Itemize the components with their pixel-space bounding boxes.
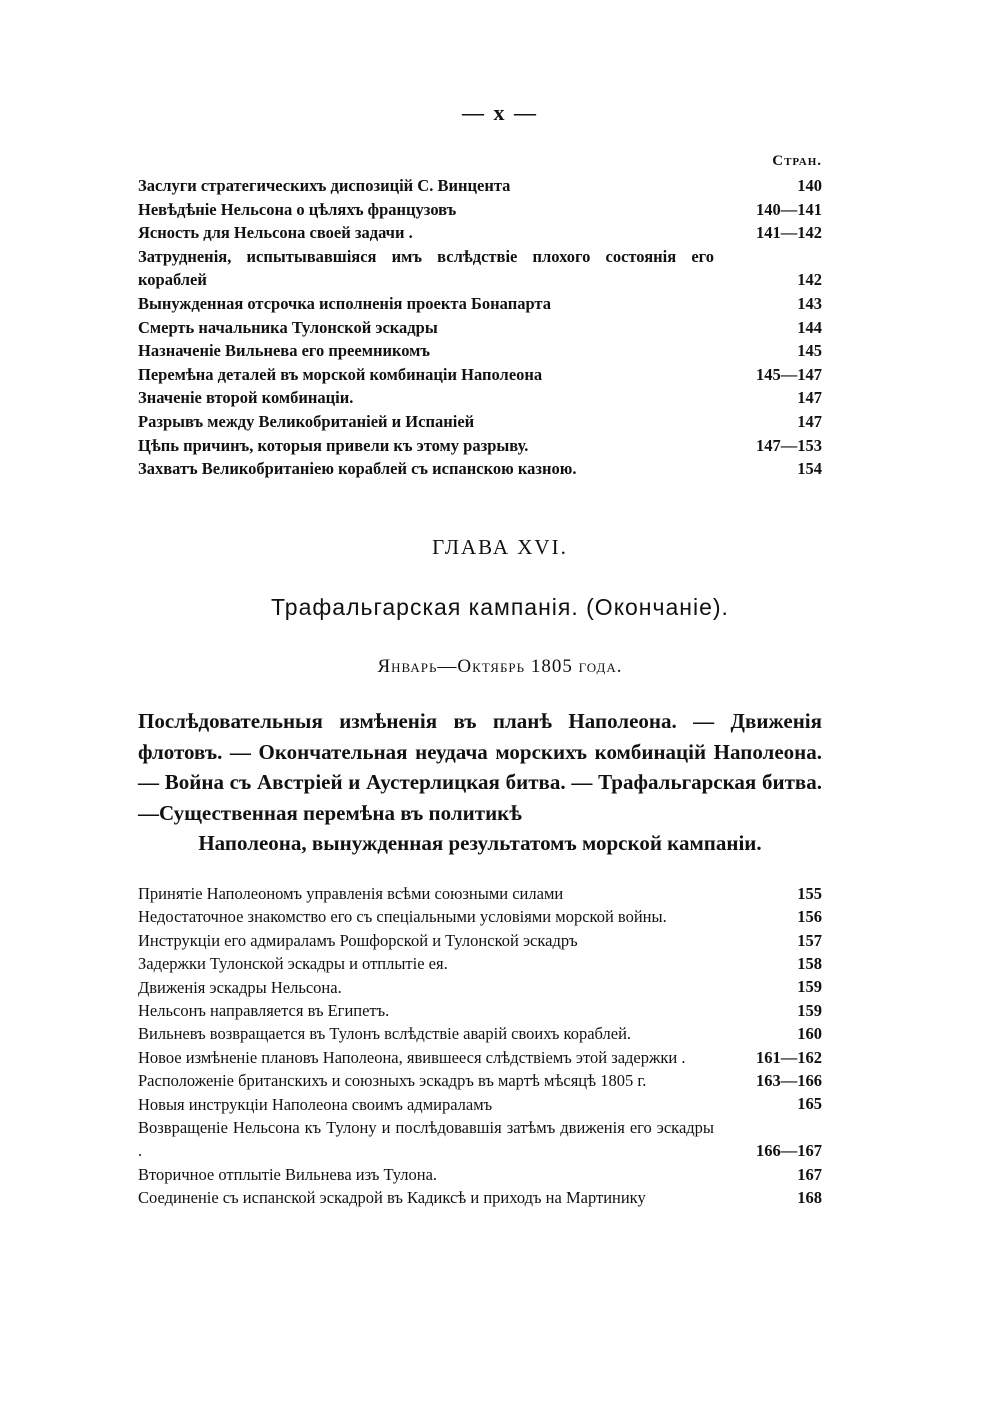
toc-entry-page: 161—162 — [756, 1047, 822, 1067]
toc-entry-page: 157 — [797, 930, 822, 950]
chapter-title: Трафальгарская кампанія. (Окончаніе). — [271, 594, 729, 620]
toc-entry — [138, 999, 822, 1022]
chapter-summary-text: Послѣдовательныя измѣненія въ планѣ Наполеона. — Движенія флотовъ. — Окончательная неудача морскихъ комбинацій Наполеона. — Война съ Австріей и Аустерлицкая битва. — Трафальгарская битва.—Существенная перемѣна въ политикѣ — [138, 709, 822, 825]
chapter-heading: ГЛАВА XVI. — [432, 535, 568, 559]
toc-entry — [138, 882, 822, 905]
toc-entry — [138, 198, 822, 222]
toc-entry-text: Вильневъ возвращается въ Тулонъ вслѣдствіе аварій своихъ кораблей. — [138, 1024, 632, 1044]
toc-entry-text: Вынужденная отсрочка исполненія проекта Бонапарта — [138, 293, 551, 313]
toc-entry-page: 168 — [797, 1188, 822, 1208]
toc-entry-text: Недостаточное знакомство его съ спеціальными условіями морской войны. — [138, 907, 667, 927]
toc-entry-text: Смерть начальника Тулонской эскадры — [138, 317, 438, 337]
toc-entry — [138, 316, 822, 340]
chapter-dates: Январь—Октябрь 1805 года. — [377, 656, 623, 677]
toc-entry-text: Новыя инструкціи Наполеона своимъ адмираламъ — [138, 1094, 493, 1114]
toc-entry — [138, 457, 822, 481]
toc-entry-page: 160 — [797, 1024, 822, 1044]
page-number: — x — — [462, 100, 538, 125]
toc-entry — [138, 1022, 822, 1045]
toc-entry-page: 147 — [797, 388, 822, 408]
toc-entry — [138, 245, 822, 292]
toc-entry — [138, 1069, 822, 1092]
toc-entry-text: Принятіе Наполеономъ управленія всѣми союзными силами — [138, 884, 564, 903]
toc-entry-text: Заслуги стратегическихъ диспозицій С. Винцента — [138, 176, 511, 195]
toc-entry-text: Разрывъ между Великобританіей и Испаніей — [138, 411, 475, 431]
toc-entry — [138, 1163, 822, 1186]
toc-entry-text: Захватъ Великобританіею кораблей съ испанскою казною. — [138, 459, 577, 479]
toc-entry-page: 156 — [797, 907, 822, 927]
toc-entry-text: Движенія эскадры Нельсона. — [138, 977, 342, 997]
toc-entry-text: Значеніе второй комбинаціи. — [138, 388, 354, 408]
toc-entry-page: 147 — [797, 411, 822, 431]
toc-entry — [138, 1116, 822, 1163]
toc-entry-page: 142 — [797, 270, 822, 290]
toc-entry — [138, 410, 822, 434]
toc-entry — [138, 1186, 822, 1209]
toc-entry-text: Вторичное отплытіе Вильнева изъ Тулона. — [138, 1164, 438, 1184]
toc-entry-text: Расположеніе британскихъ и союзныхъ эскадръ въ мартѣ мѣсяцѣ 1805 г. — [138, 1071, 647, 1091]
toc-entry — [138, 363, 822, 387]
toc-entry-text: Соединеніе съ испанской эскадрой въ Кадиксѣ и приходъ на Мартинику — [138, 1188, 646, 1208]
toc-entry-text: Возвращеніе Нельсона къ Тулону и послѣдовавшія затѣмъ движенія его эскадры . — [138, 1118, 714, 1161]
toc-entry-text: Затрудненія, испытывавшіяся имъ вслѣдствіе плохого состоянія его кораблей — [138, 246, 714, 290]
toc-entry — [138, 976, 822, 999]
toc-entry-text: Нельсонъ направляется въ Египетъ. — [138, 1001, 390, 1021]
toc-entry-text: Инструкціи его адмираламъ Рошфорской и Тулонской эскадръ — [138, 930, 578, 950]
chapter-summary-last-line: Наполеона, вынужденная результатомъ морской кампаніи. — [198, 831, 762, 855]
toc-entry-page: 166—167 — [756, 1141, 822, 1161]
toc-entry-page: 145—147 — [756, 364, 822, 384]
toc-entry-page: 159 — [797, 977, 822, 997]
toc-entry-page: 145 — [797, 341, 822, 361]
toc-entry-page: 140 — [797, 176, 822, 195]
toc-entry — [138, 221, 822, 245]
toc-entry-text: Назначеніе Вильнева его преемникомъ — [138, 341, 431, 361]
toc-entry — [138, 292, 822, 316]
toc-entry-text: Новое измѣненіе плановъ Наполеона, явившееся слѣдствіемъ этой задержки . — [138, 1047, 686, 1067]
toc-entry — [138, 952, 822, 975]
toc-entry-page: 163—166 — [756, 1071, 822, 1091]
toc-entry-page: 165 — [797, 1094, 822, 1114]
toc-entry — [138, 1046, 822, 1069]
toc-entry-text: Невѣдѣніе Нельсона о цѣляхъ французовъ — [138, 199, 457, 219]
toc-entry-page: 144 — [797, 317, 822, 337]
toc-entry-page: 147—153 — [756, 435, 822, 455]
toc-entry-page: 154 — [797, 459, 822, 479]
toc-entry — [138, 1093, 822, 1116]
toc-entry-page: 143 — [797, 293, 822, 313]
toc-entry — [138, 339, 822, 363]
toc-entry-page: 140—141 — [756, 199, 822, 219]
page-column-header: Стран. — [772, 153, 822, 169]
toc-entry — [138, 434, 822, 458]
chapter-summary — [138, 706, 822, 859]
toc-entry-page: 167 — [797, 1164, 822, 1184]
toc-entry — [138, 905, 822, 928]
toc-entry-text: Перемѣна деталей въ морской комбинаціи Наполеона — [138, 364, 543, 384]
toc-entry-page: 159 — [797, 1000, 822, 1020]
toc-entry — [138, 386, 822, 410]
toc-entry — [138, 929, 822, 952]
toc-entry-text: Задержки Тулонской эскадры и отплытіе ея. — [138, 954, 448, 974]
toc-top — [138, 148, 822, 481]
toc-entry-text: Цѣпь причинъ, которыя привели къ этому разрыву. — [138, 435, 529, 455]
toc-entry-page: 155 — [797, 883, 822, 903]
toc-entry-text: Ясность для Нельсона своей задачи . — [138, 223, 413, 243]
toc-entry-page: 158 — [797, 954, 822, 974]
toc-entry-page: 141—142 — [756, 223, 822, 243]
toc-bottom — [138, 882, 822, 1210]
toc-entry — [138, 174, 822, 198]
